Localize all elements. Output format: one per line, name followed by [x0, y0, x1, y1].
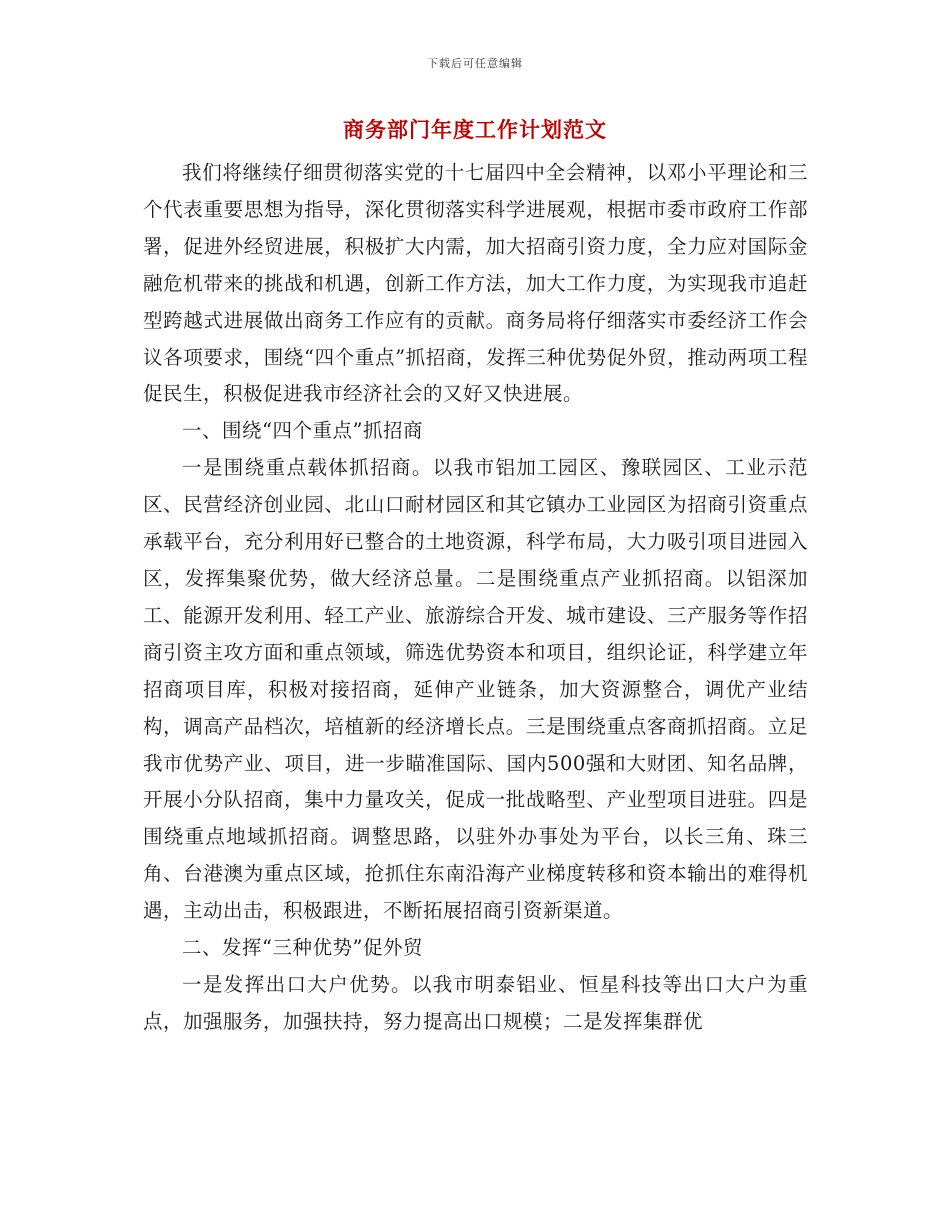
- document-title: 商务部门年度工作计划范文: [343, 117, 607, 142]
- document-body: [143, 155, 808, 1041]
- section-heading-1: 一、围绕“四个重点”抓招商: [182, 419, 423, 443]
- section-heading-2: 二、发挥“三种优势”促外贸: [182, 936, 423, 960]
- paragraph-section-2: 一是发挥出口大户优势。以我市明泰铝业、恒星科技等出口大户为重点，加强服务，加强扶持，努力提高出口规模；二是发挥集群优: [143, 972, 808, 1033]
- page-header-note: 下载后可任意编辑: [427, 57, 523, 70]
- paragraph-intro: 我们将继续仔细贯彻落实党的十七届四中全会精神，以邓小平理论和三个代表重要思想为指导，深化贯彻落实科学进展观，根据市委市政府工作部署，促进外经贸进展，积极扩大内需，加大招商引资力度，全力应对国际金融危机带来的挑战和机遇，创新工作方法，加大工作力度，为实现我市追赶型跨越式进展做出商务工作应有的贡献。商务局将仔细落实市委经济工作会议各项要求，围绕“四个重点”抓招商，发挥三种优势促外贸，推动两项工程促民生，积极促进我市经济社会的又好又快进展。: [143, 161, 808, 406]
- paragraph-section-1: 一是围绕重点载体抓招商。以我市铝加工园区、豫联园区、工业示范区、民营经济创业园、北山口耐材园区和其它镇办工业园区为招商引资重点承载平台，充分利用好已整合的土地资源，科学布局，大力吸引项目进园入区，发挥集聚优势，做大经济总量。二是围绕重点产业抓招商。以铝深加工、能源开发利用、轻工产业、旅游综合开发、城市建设、三产服务等作招商引资主攻方面和重点领域，筛选优势资本和项目，组织论证，科学建立年招商项目库，积极对接招商，延伸产业链条，加大资源整合，调优产业结构，调高产品档次，培植新的经济增长点。三是围绕重点客商抓招商。立足我市优势产业、项目，进一步瞄准国际、国内500强和大财团、知名品牌，开展小分队招商，集中力量攻关，促成一批战略型、产业型项目进驻。四是围绕重点地域抓招商。调整思路，以驻外办事处为平台，以长三角、珠三角、台港澳为重点区域，抢抓住东南沿海产业梯度转移和资本输出的难得机遇，主动出击，积极跟进，不断拓展招商引资新渠道。: [143, 456, 808, 923]
